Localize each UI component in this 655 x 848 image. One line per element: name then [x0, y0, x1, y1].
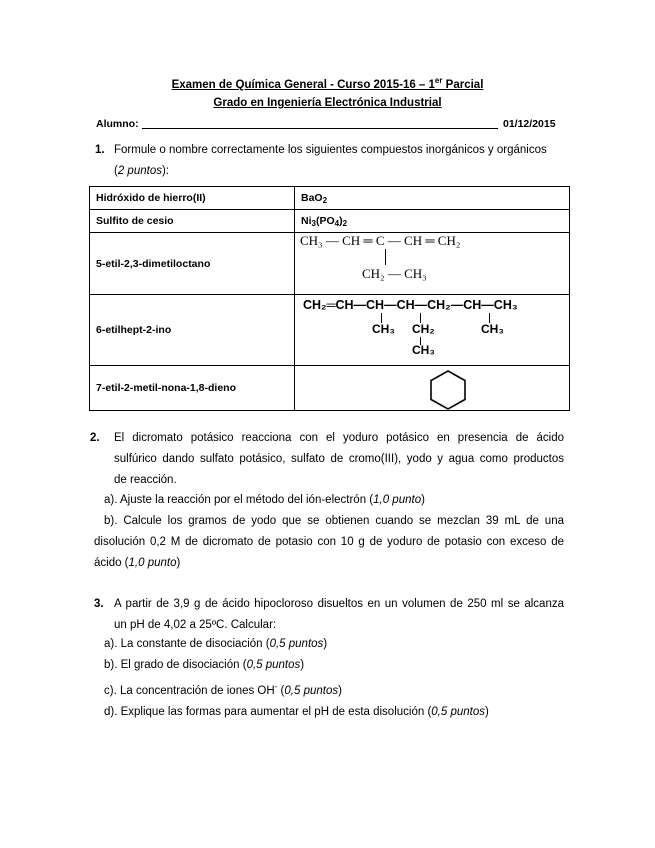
compound-name: 7-etil-2-metil-nona-1,8-dieno	[90, 366, 295, 411]
q3-statement: A partir de 3,9 g de ácido hipocloroso disueltos en un volumen de 250 ml se alcanza un pH de 4,02 a 25ºC. Calcular:	[114, 598, 564, 631]
q3-number: 3.	[94, 598, 104, 610]
structure-2-branch: CH₃	[481, 322, 504, 336]
q3-part-a: a). La constante de disociación (0,5 puntos)	[104, 638, 328, 650]
structure-2-branch: CH₃	[412, 343, 435, 357]
table-row	[90, 187, 570, 210]
compound-name: Hidróxido de hierro(II)	[90, 187, 295, 210]
student-label: Alumno:	[96, 118, 139, 130]
q3-part-b: b). El grado de disociación (0,5 puntos)	[104, 659, 305, 671]
q3-parts	[104, 634, 564, 723]
q3-part-d: d). Explique las formas para aumentar el pH de esta disolución (0,5 puntos)	[104, 705, 489, 718]
student-name-line[interactable]	[142, 128, 498, 129]
q1-statement: Formule o nombre correctamente los siguientes compuestos inorgánicos y orgánicos (2 puntos):	[114, 144, 547, 177]
exam-subtitle: Grado en Ingeniería Electrónica Industrial	[213, 97, 442, 109]
q2-part-b: b). Calcule los gramos de yodo que se obtienen cuando se mezclan 39 mL de una	[104, 515, 564, 527]
structure-2-main: CH₂═CH—CH—CH—CH₂—CH—CH₃	[303, 298, 518, 312]
cyclohexane-ring	[428, 369, 468, 411]
structure-1-main: CH₃ — CH ═ C — CH ═ CH₂	[300, 233, 461, 248]
table-row	[90, 210, 570, 233]
q3-part-c: c). La concentración de iones OH- (0,5 puntos)	[104, 682, 342, 697]
compound-name: 6-etilhept-2-ino	[90, 295, 295, 366]
structure-1-branch: CH₂ — CH₃	[362, 266, 427, 281]
q2-statement: El dicromato potásico reacciona con el yoduro potásico en presencia de ácido sulfúrico dando sulfato potásico, sulfato de cromo(III), yodo y agua como productos de reacción.	[114, 432, 564, 486]
q2-part-a: a). Ajuste la reacción por el método del ión-electrón (1,0 punto)	[104, 494, 425, 506]
exam-date: 01/12/2015	[503, 118, 556, 130]
structure-2-branch: CH₂	[412, 322, 435, 336]
exam-title: Examen de Química General - Curso 2015-16 – 1er Parcial	[171, 76, 484, 91]
compound-formula: BaO$_2$	[295, 187, 570, 210]
table-row	[90, 366, 570, 411]
q2-number: 2.	[90, 432, 100, 444]
compound-name: Sulfito de cesio	[90, 210, 295, 233]
q1-number: 1.	[95, 144, 105, 156]
compound-formula: $Ni_3(PO_4)_2$	[295, 210, 570, 233]
structure-1-bond	[385, 249, 386, 265]
q2-part-b-cont: disolución 0,2 M de dicromato de potasio con 10 g de yoduro de potasio con exceso de ácido (1,0 punto)	[94, 536, 564, 569]
compound-name: 5-etil-2,3-dimetiloctano	[90, 233, 295, 295]
structure-2-branch: CH₃	[372, 322, 395, 336]
